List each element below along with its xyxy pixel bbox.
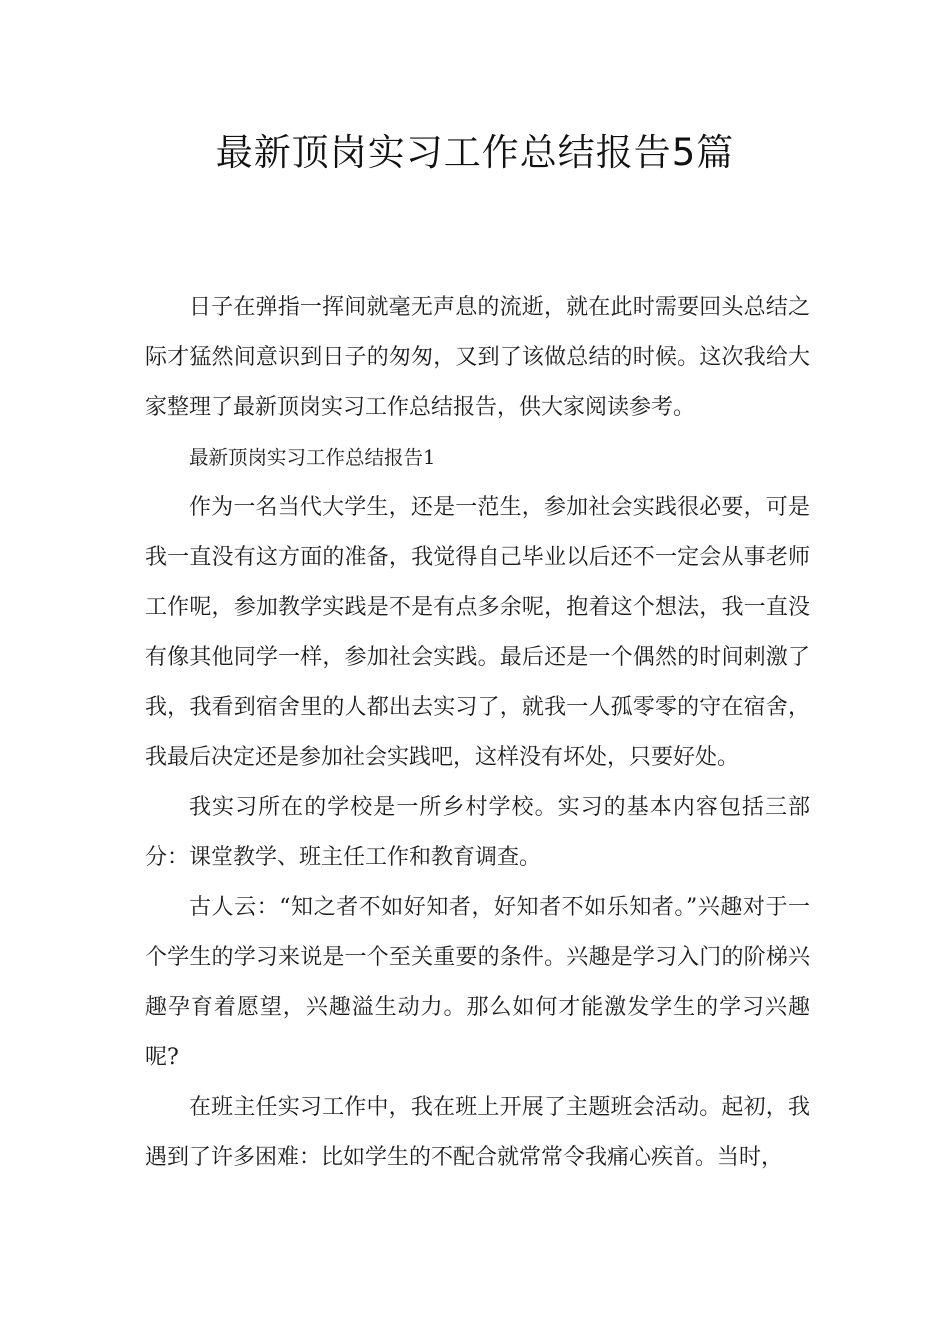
- body-paragraph: 我实习所在的学校是一所乡村学校。实习的基本内容包括三部分：课堂教学、班主任工作和教育调查。: [145, 795, 810, 870]
- body-paragraph: 作为一名当代大学生，还是一范生，参加社会实践很必要，可是我一直没有这方面的准备，我觉得自己毕业以后还不一定会从事老师工作呢，参加教学实践是不是有点多余呢，抱着这个想法，我一直没有像其他同学一样，参加社会实践。最后还是一个偶然的时间刺激了我，我看到宿舍里的人都出去实习了，就我一人孤零零的守在宿舍，我最后决定还是参加社会实践吧，这样没有坏处，只要好处。: [145, 495, 810, 770]
- document-body: [145, 283, 810, 1183]
- body-paragraph: 在班主任实习工作中，我在班上开展了主题班会活动。起初，我遇到了许多困难：比如学生的不配合就常常令我痛心疾首。当时，: [145, 1095, 810, 1170]
- intro-paragraph: 日子在弹指一挥间就毫无声息的流逝，就在此时需要回头总结之际才猛然间意识到日子的匆匆，又到了该做总结的时候。这次我给大家整理了最新顶岗实习工作总结报告，供大家阅读参考。: [145, 295, 810, 420]
- section-heading: 最新顶岗实习工作总结报告1: [189, 446, 436, 469]
- body-paragraph: 古人云：“知之者不如好知者，好知者不如乐知者。”兴趣对于一个学生的学习来说是一个至关重要的条件。兴趣是学习入门的阶梯兴趣孕育着愿望，兴趣溢生动力。那么如何才能激发学生的学习兴趣呢?: [145, 895, 810, 1070]
- document-title: 最新顶岗实习工作总结报告5篇: [215, 131, 735, 174]
